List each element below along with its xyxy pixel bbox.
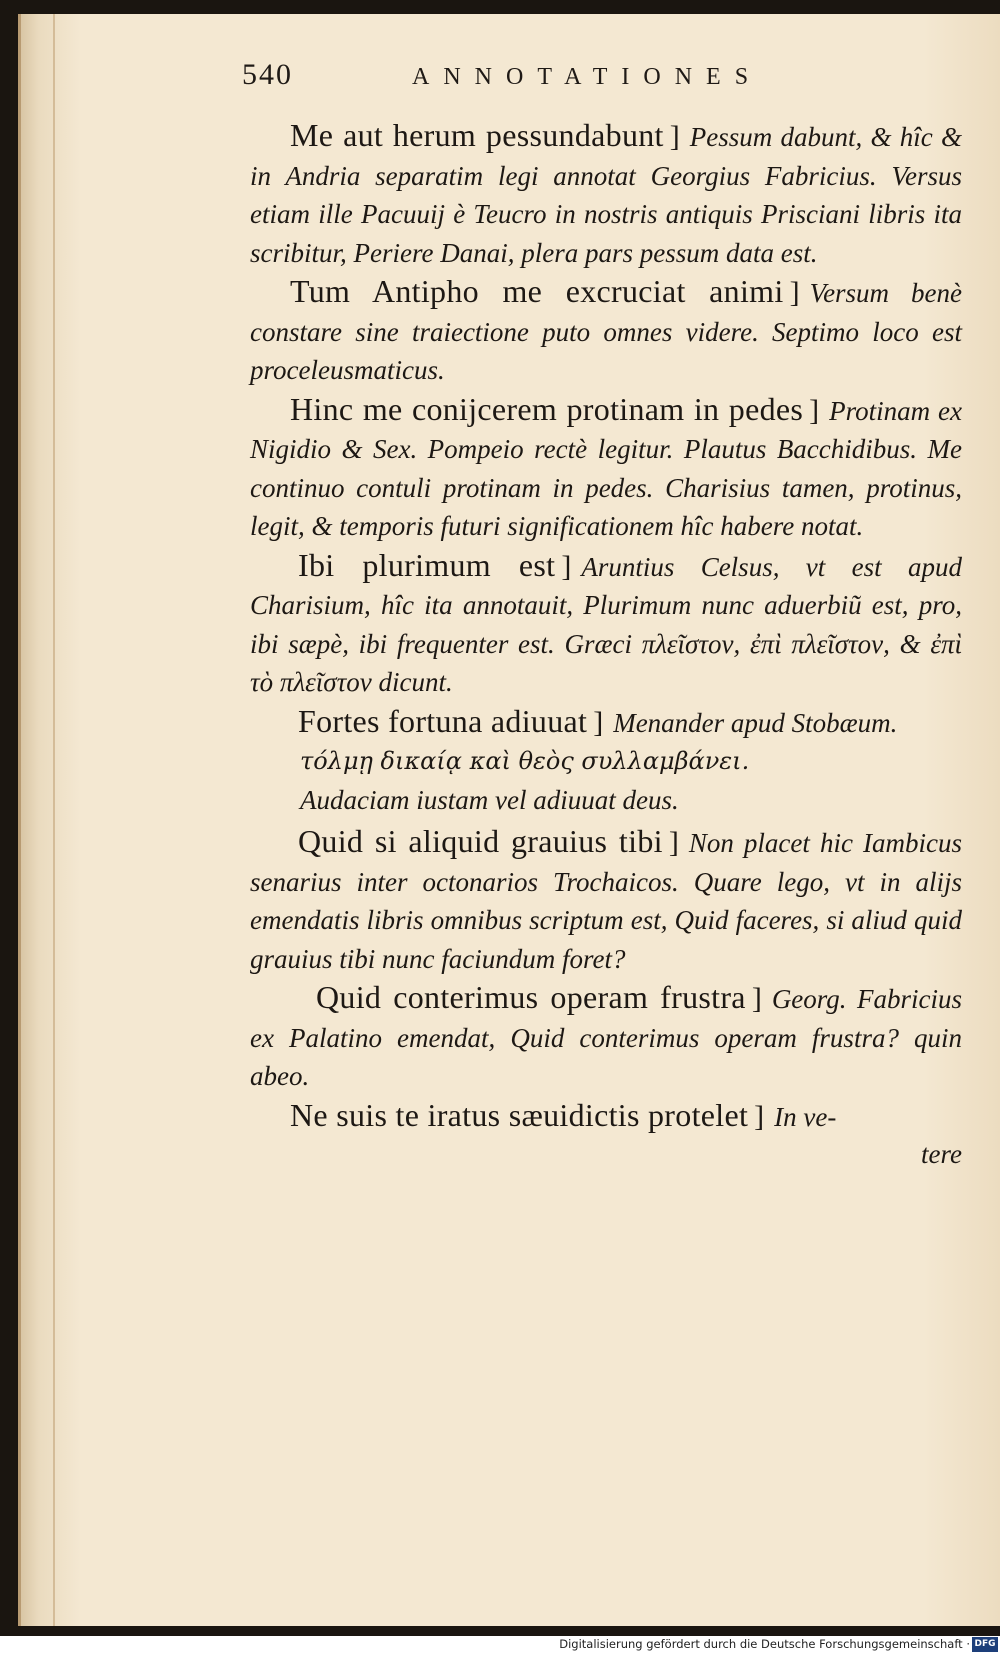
- commentary: Aruntius Celsus, vt est apud Charisium, hîc ita annotauit, Plurimum nunc aduerbiũ est, pro, ibi sæpè, ibi frequenter est. Græci πλεῖστον, ἐπὶ πλεῖστον, & ἐπὶ τὸ πλεῖστον dicunt.: [250, 551, 962, 697]
- running-head: [242, 58, 802, 98]
- commentary: Non placet hic Iambicus senarius inter octonarios Trochaicos. Quare lego, vt in alijs emendatis libris omnibus scriptum est, Quid faceres, si aliud quid grauius tibi nunc faciundum foret?: [250, 828, 962, 974]
- lemma-bracket: ]: [789, 276, 800, 309]
- commentary: Menander apud Stobæum.: [613, 707, 898, 738]
- annotation-text: [250, 116, 962, 1172]
- lemma: Fortes fortuna adiuuat: [298, 702, 588, 739]
- annotation-entry: [250, 272, 962, 390]
- lemma: Quid conterimus operam frustra: [316, 979, 746, 1015]
- page-gutter: [53, 14, 55, 1626]
- lemma: Tum Antipho me excruciat animi: [290, 273, 784, 309]
- lemma: Me aut herum pessundabunt: [290, 117, 664, 153]
- annotation-entry: [250, 978, 962, 1096]
- lemma: Ibi plurimum est: [298, 546, 556, 583]
- lemma: Hinc me conijcerem protinam in pedes: [290, 390, 804, 427]
- commentary: In ve-: [774, 1101, 837, 1132]
- annotation-entry: [250, 116, 962, 272]
- lemma-bracket: ]: [751, 982, 762, 1015]
- lemma-bracket: ]: [593, 705, 604, 739]
- annotation-entry: [250, 1096, 962, 1137]
- annotation-entry: [250, 390, 962, 546]
- dfg-logo-icon: DFG: [972, 1637, 998, 1652]
- greek-verse: τόλμῃ δικαίᾳ καὶ θεὸς συλλαμβάνει.: [300, 747, 750, 775]
- running-title: ANNOTATIONES: [412, 64, 763, 90]
- lemma-bracket: ]: [669, 120, 680, 153]
- catchword: tere: [921, 1139, 962, 1169]
- lemma: Ne suis te iratus sæuidictis protelet: [290, 1096, 749, 1133]
- page-number: 540: [242, 58, 293, 91]
- lemma: Quid si aliquid grauius tibi: [298, 823, 663, 859]
- commentary: Versum benè constare sine traiectione puto omnes videre. Septimo loco est proceleusmaticus.: [250, 278, 963, 385]
- digitization-footer: [0, 1636, 1000, 1656]
- annotation-entry: [250, 546, 962, 702]
- commentary: Georg. Fabricius ex Palatino emendat, Quid conterimus operam frustra? quin abeo.: [250, 984, 963, 1091]
- annotation-entry: [250, 702, 962, 743]
- latin-verse: Audaciam iustam vel adiuuat deus.: [300, 785, 679, 815]
- lemma-bracket: ]: [668, 826, 679, 859]
- lemma-bracket: ]: [809, 393, 820, 427]
- commentary: Protinam ex Nigidio & Sex. Pompeio rectè legitur. Plautus Bacchidibus. Me continuo contuli protinam in pedes. Charisius tamen, protinus, legit, & temporis futuri significationem hîc habere notat.: [250, 395, 962, 541]
- lemma-bracket: ]: [561, 549, 572, 583]
- annotation-entry: [250, 822, 962, 978]
- lemma-bracket: ]: [754, 1099, 765, 1133]
- funding-credit: Digitalisierung gefördert durch die Deutsche Forschungsgemeinschaft ·: [559, 1637, 970, 1651]
- commentary: Pessum dabunt, & hîc & in Andria separatim legi annotat Georgius Fabricius. Versus etiam ille Pacuuij è Teucro in nostris antiquis Prisciani libris ita scribitur, Periere Danai, plera pars pessum data est.: [250, 122, 962, 268]
